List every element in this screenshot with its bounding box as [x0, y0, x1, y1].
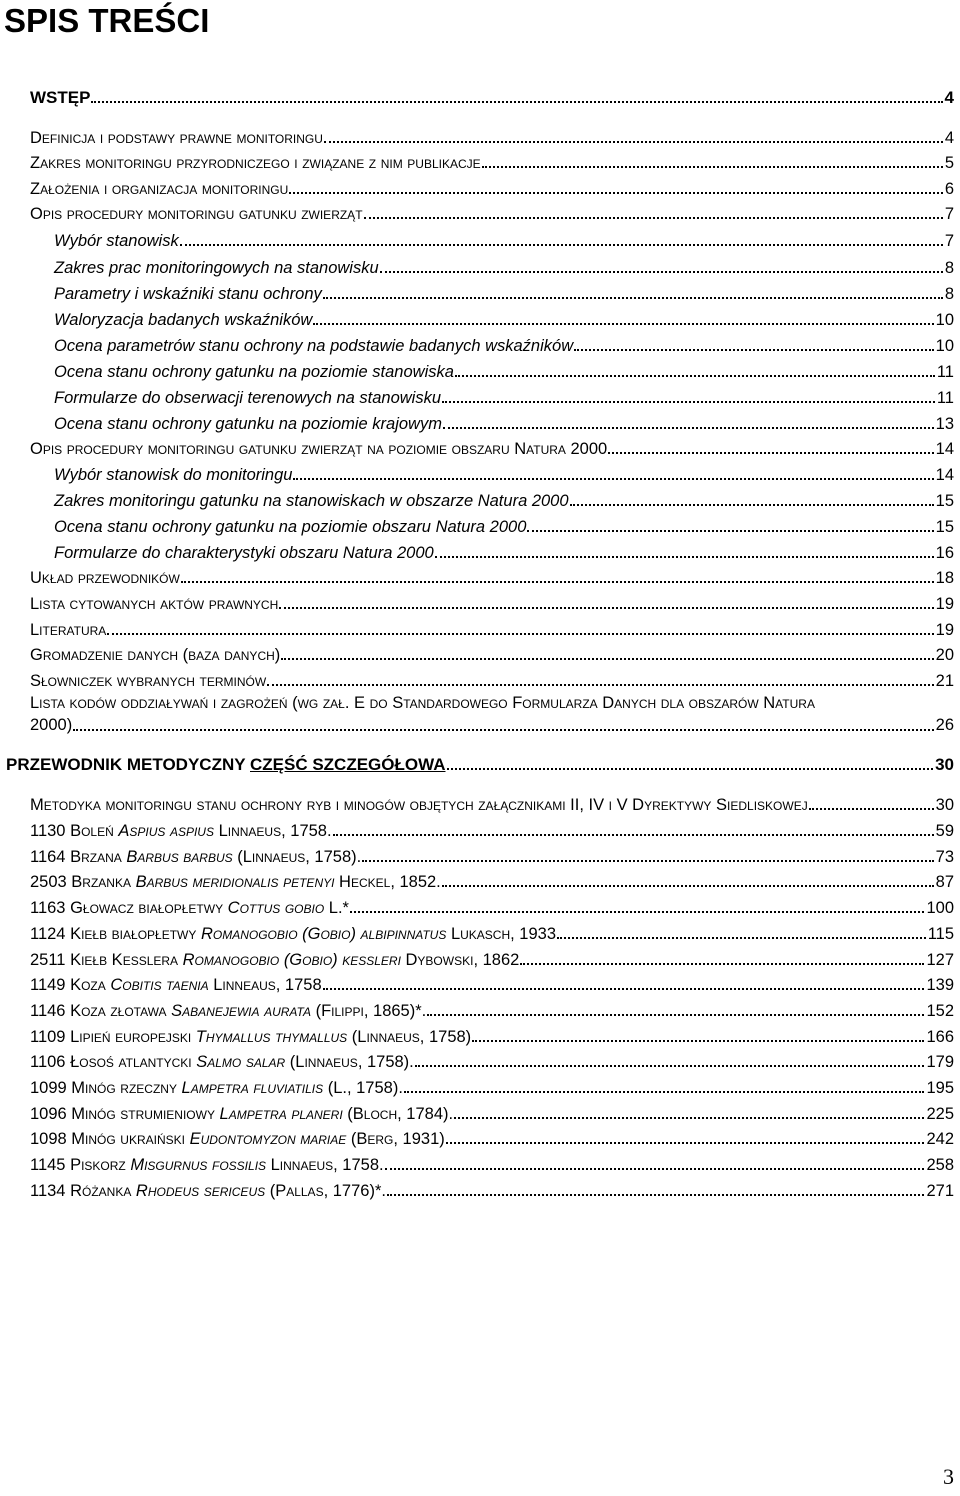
dot-leader: [472, 1039, 924, 1042]
toc-entry-page: 11: [936, 363, 954, 381]
toc-entry-page: 87: [935, 873, 954, 891]
toc-entry-page: 30: [935, 755, 954, 774]
toc-entry-page: 258: [926, 1156, 954, 1174]
dot-leader: [364, 216, 943, 219]
toc-entry-label: 1145 Piskorz Misgurnus fossilis Linnaeus, 1758.: [30, 1156, 384, 1174]
toc-entry-page: 13: [935, 415, 954, 433]
toc-entry-page: 30: [935, 796, 954, 814]
toc-entry-page: 4: [944, 129, 954, 147]
dot-leader: [279, 606, 933, 609]
toc-entry-label: Literatura: [30, 621, 107, 639]
toc-entry[interactable]: [54, 517, 954, 537]
toc-entry-page: 8: [944, 259, 954, 277]
toc-entry-label: 1134 Różanka Rhodeus sericeus (Pallas, 1776)*.: [30, 1182, 386, 1200]
toc-entry-page: 21: [935, 672, 954, 690]
dot-leader: [454, 1116, 924, 1119]
toc-species-entry[interactable]: [30, 872, 954, 892]
dot-leader: [435, 555, 934, 558]
dot-leader: [181, 580, 934, 583]
toc-species-entry[interactable]: [30, 1001, 954, 1021]
toc-species-entry[interactable]: [30, 1052, 954, 1072]
toc-entry-page: 6: [944, 180, 954, 198]
dot-leader: [446, 1141, 925, 1144]
toc-entry-label: 1109 Lipień europejski Thymallus thymallus (Linnaeus, 1758): [30, 1028, 472, 1046]
toc-entry[interactable]: [54, 543, 954, 563]
toc-entry-page: 14: [935, 440, 954, 458]
toc-entry[interactable]: [30, 568, 954, 588]
toc-entry[interactable]: [54, 362, 954, 382]
dot-leader: [608, 451, 933, 454]
dot-leader: [570, 503, 934, 506]
toc-species-entry[interactable]: [30, 898, 954, 918]
toc-entry-label: Zakres monitoringu przyrodniczego i związane z nim publikacje: [30, 154, 481, 172]
toc-entry-page: 8: [944, 285, 954, 303]
toc-entry-label: Wybór stanowisk: [54, 232, 179, 250]
dot-leader: [442, 884, 934, 887]
toc-entry-label: 1096 Minóg strumieniowy Lampetra planeri (Bloch, 1784).: [30, 1105, 454, 1123]
toc-entry[interactable]: [30, 594, 954, 614]
toc-entry-label: Definicja i podstawy prawne monitoringu: [30, 129, 323, 147]
toc-entry-label: 1106 Łosoś atlantycki Salmo salar (Linnaeus, 1758).: [30, 1053, 414, 1071]
toc-species-entry[interactable]: [30, 1027, 954, 1047]
toc-entry-page: 179: [926, 1053, 954, 1071]
toc-entry-label: 1099 Minóg rzeczny Lampetra fluviatilis (L., 1758).: [30, 1079, 403, 1097]
toc-entry-label: Ocena stanu ochrony gatunku na poziomie stanowiska: [54, 363, 454, 381]
toc-species-entry[interactable]: [30, 975, 954, 995]
page-title: SPIS TREŚCI: [4, 2, 210, 39]
toc-species-entry[interactable]: [30, 924, 954, 944]
dot-leader: [520, 962, 924, 965]
toc-species-entry[interactable]: [30, 1181, 954, 1201]
dot-leader: [415, 1064, 925, 1067]
dot-leader: [293, 477, 933, 480]
toc-entry-page: 18: [935, 569, 954, 587]
toc-species-entry[interactable]: [30, 1078, 954, 1098]
dot-leader: [323, 987, 925, 990]
toc-species-entry[interactable]: [30, 795, 954, 815]
dot-leader: [447, 767, 934, 770]
toc-entry-label: Założenia i organizacja monitoringu: [30, 180, 289, 198]
dot-leader: [267, 683, 933, 686]
toc-entry-label: Parametry i wskaźniki stanu ochrony: [54, 285, 322, 303]
dot-leader: [387, 1193, 925, 1196]
dot-leader: [281, 657, 933, 660]
dot-leader: [404, 1090, 925, 1093]
toc-entry[interactable]: [54, 388, 954, 408]
toc-entry-page: 15: [935, 518, 954, 536]
toc-entry-page: 152: [926, 1002, 954, 1020]
toc-entry[interactable]: [30, 439, 954, 459]
toc-entry-label: PRZEWODNIK METODYCZNY CZĘŚĆ SZCZEGÓŁOWA: [6, 755, 446, 774]
toc-entry[interactable]: [54, 284, 954, 304]
toc-entry-label: Opis procedury monitoringu gatunku zwierząt na poziomie obszaru Natura 2000: [30, 440, 608, 458]
dot-leader: [350, 910, 925, 913]
toc-species-entry[interactable]: [30, 1155, 954, 1175]
dot-leader: [362, 859, 933, 862]
toc-entry-page: 11: [936, 389, 954, 407]
dot-leader: [442, 400, 935, 403]
toc-entry-label: 1164 Brzana Barbus barbus (Linnaeus, 1758).: [30, 848, 362, 866]
toc-entry-label: 2511 Kiełb Kesslera Romanogobio (Gobio) kessleri Dybowski, 1862: [30, 951, 520, 969]
toc-species-entry[interactable]: [30, 1104, 954, 1124]
toc-entry-page: 7: [944, 205, 954, 223]
toc-entry-label: Zakres prac monitoringowych na stanowisku: [54, 259, 379, 277]
toc-entry-label: 1146 Koza złotawa Sabanejewia aurata (Filippi, 1865)*.: [30, 1002, 427, 1020]
toc-entry-label: Waloryzacja badanych wskaźników: [54, 311, 313, 329]
toc-entry[interactable]: [54, 336, 954, 356]
toc-entry[interactable]: [54, 310, 954, 330]
dot-leader: [482, 165, 943, 168]
toc-entry-label: Wybór stanowisk do monitoringu: [54, 466, 293, 484]
dot-leader: [73, 728, 933, 731]
toc-entry-label: Metodyka monitoringu stanu ochrony ryb i minogów objętych załącznikami II, IV i V Dyrektywy Siedliskowej: [30, 796, 808, 814]
toc-entry-page: 100: [926, 899, 954, 917]
toc-species-entry[interactable]: [30, 1129, 954, 1149]
toc-entry-page: 10: [935, 337, 954, 355]
toc-species-entry[interactable]: [30, 821, 954, 841]
toc-species-entry[interactable]: [30, 950, 954, 970]
dot-leader: [313, 322, 933, 325]
toc-entry-label: Opis procedury monitoringu gatunku zwierząt: [30, 205, 363, 223]
toc-entry-label: 2503 Brzanka Barbus meridionalis petenyi Heckel, 1852.: [30, 873, 441, 891]
toc-entry[interactable]: [54, 231, 954, 251]
toc-entry-page: 242: [926, 1130, 954, 1148]
toc-entry-label-cont: 2000): [30, 716, 73, 734]
dot-leader: [380, 270, 943, 273]
toc-entry[interactable]: [30, 179, 954, 199]
toc-entry-label: Formularze do obserwacji terenowych na stanowisku: [54, 389, 442, 407]
dot-leader: [443, 426, 934, 429]
toc-entry[interactable]: [30, 645, 954, 665]
dot-leader: [91, 100, 942, 103]
dot-leader: [809, 807, 934, 810]
toc-entry-label: Lista kodów oddziaływań i zagrożeń (wg zał. E do Standardowego Formularza Danych dla obszarów Natura: [30, 694, 815, 712]
toc-entry-page: 59: [935, 822, 954, 840]
dot-leader: [455, 374, 935, 377]
dot-leader: [323, 296, 943, 299]
toc-entry[interactable]: [54, 465, 954, 485]
toc-entry-page: 139: [926, 976, 954, 994]
toc-entry[interactable]: [30, 153, 954, 173]
dot-leader: [324, 140, 943, 143]
toc-entry-label: WSTĘP: [30, 88, 91, 107]
toc-entry-page: 16: [935, 544, 954, 562]
toc-entry-label: 1130 Boleń Aspius aspius Linnaeus, 1758.: [30, 822, 332, 840]
toc-entry-label: Ocena stanu ochrony gatunku na poziomie obszaru Natura 2000: [54, 518, 527, 536]
toc-entry-page: 73: [935, 848, 954, 866]
toc-entry-label: Formularze do charakterystyki obszaru Natura 2000: [54, 544, 434, 562]
toc-section-heading[interactable]: [6, 755, 954, 775]
toc-entry-label: Lista cytowanych aktów prawnych: [30, 595, 279, 613]
toc-entry-page: 14: [935, 466, 954, 484]
toc-entry-page: 195: [926, 1079, 954, 1097]
toc-entry-page: 26: [935, 716, 954, 734]
dot-leader: [527, 529, 933, 532]
toc-entry-page: 4: [944, 88, 954, 107]
toc-entry[interactable]: [30, 671, 954, 691]
toc-entry-page: 166: [926, 1028, 954, 1046]
toc-entry-page: 20: [935, 646, 954, 664]
toc-entry-label: Gromadzenie danych (baza danych): [30, 646, 281, 664]
toc-entry-page: 127: [926, 951, 954, 969]
toc-entry-label: 1124 Kiełb białopłetwy Romanogobio (Gobio) albipinnatus Lukasch, 1933: [30, 925, 557, 943]
toc-entry[interactable]: [30, 204, 954, 224]
toc-entry-label: Układ przewodników: [30, 569, 180, 587]
toc-entry-label: 1149 Koza Cobitis taenia Linneaus, 1758: [30, 976, 322, 994]
toc-entry-label: 1098 Minóg ukraiński Eudontomyzon mariae (Berg, 1931): [30, 1130, 445, 1148]
toc-entry-page: 19: [935, 595, 954, 613]
toc-entry[interactable]: [54, 414, 954, 434]
dot-leader: [289, 191, 943, 194]
dot-leader: [180, 243, 943, 246]
toc-entry-label: Zakres monitoringu gatunku na stanowiskach w obszarze Natura 2000: [54, 492, 569, 510]
dot-leader: [333, 833, 934, 836]
dot-leader: [107, 632, 933, 635]
dot-leader: [385, 1167, 925, 1170]
toc-entry-label: Ocena parametrów stanu ochrony na podstawie badanych wskaźników: [54, 337, 574, 355]
dot-leader: [557, 936, 926, 939]
toc-entry-page: 7: [944, 232, 954, 250]
dot-leader: [427, 1013, 924, 1016]
toc-entry-label: Ocena stanu ochrony gatunku na poziomie krajowym: [54, 415, 442, 433]
toc-entry-page: 19: [935, 621, 954, 639]
toc-species-entry[interactable]: [30, 847, 954, 867]
toc-entry-page: 10: [935, 311, 954, 329]
toc-entry[interactable]: [30, 128, 954, 148]
toc-entry-multiline[interactable]: [30, 692, 954, 736]
toc-entry-page: 271: [926, 1182, 954, 1200]
toc-entry[interactable]: [30, 620, 954, 640]
toc-entry-label: Słowniczek wybranych terminów: [30, 672, 267, 690]
toc-entry-page: 225: [926, 1105, 954, 1123]
toc-entry-page: 15: [935, 492, 954, 510]
toc-entry-page: 115: [927, 925, 954, 943]
toc-entry-page: 5: [944, 154, 954, 172]
toc-entry-label: 1163 Głowacz białopłetwy Cottus gobio L.*: [30, 899, 349, 917]
page-number: 3: [943, 1464, 954, 1489]
toc-entry[interactable]: [54, 491, 954, 511]
toc-entry[interactable]: [54, 258, 954, 278]
dot-leader: [574, 348, 934, 351]
toc-entry[interactable]: [30, 88, 954, 108]
